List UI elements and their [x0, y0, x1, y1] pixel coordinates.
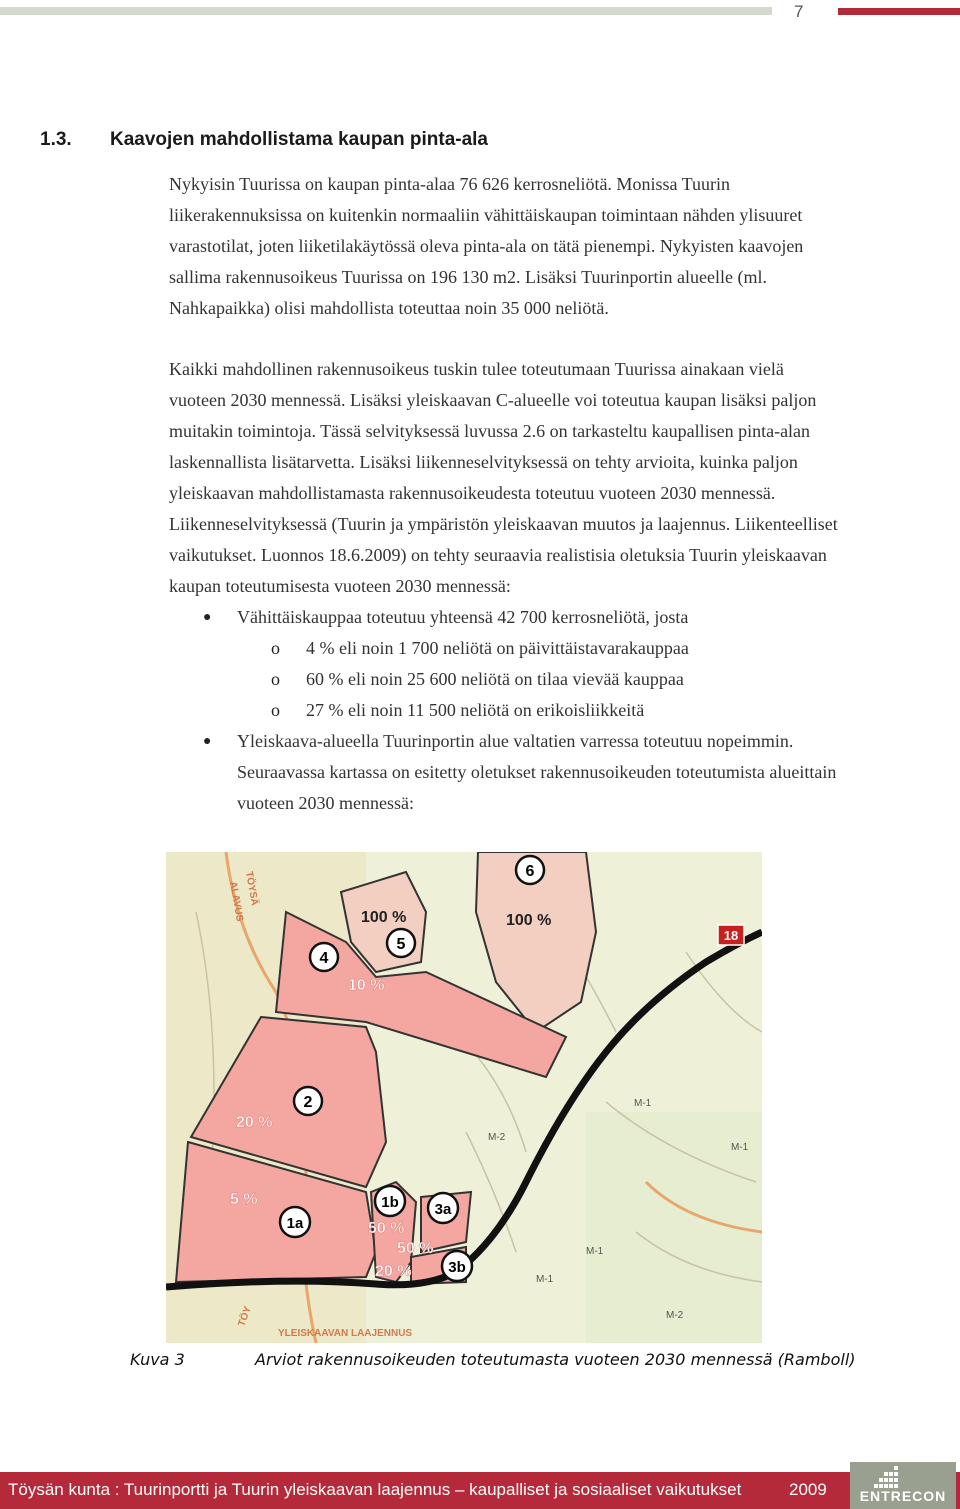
paragraph-2 [169, 354, 949, 602]
zone-label: M-1 [634, 1098, 652, 1109]
area-label: 6 [525, 863, 535, 880]
text-line: muitakin toimintoja. Tässä selvityksessä luvussa 2.6 on tarkasteltu kaupallisen pinta-alan [169, 421, 811, 441]
sub-bullet-icon: o [271, 638, 280, 658]
area-percent: 20 % [375, 1263, 412, 1280]
header-bar [0, 7, 772, 15]
area-label: 1a [286, 1215, 304, 1232]
text-line: varastotilat, joten liiketilakäytössä oleva pinta-ala on tätä pienempi. Nykyisten kaavojen [169, 236, 804, 256]
text-line: Nykyisin Tuurissa on kaupan pinta-alaa 76 626 kerrosneliötä. Monissa Tuurin [169, 174, 730, 194]
sub-bullet-text: 60 % eli noin 25 600 neliötä on tilaa vievää kauppaa [306, 669, 684, 689]
zone-label: M-1 [731, 1142, 749, 1153]
bullet-2-line: vuoteen 2030 mennessä: [237, 793, 414, 813]
plan-label: YLEISKAAVAN LAAJENNUS [278, 1328, 413, 1339]
area-label: 5 [396, 936, 406, 953]
area-label: 1b [381, 1194, 399, 1211]
area-percent: 100 % [361, 909, 407, 926]
map-figure [166, 852, 762, 1343]
road-label: TÖY [236, 1304, 254, 1329]
area-label: 3b [448, 1259, 466, 1276]
text-line: Liikenneselvityksessä (Tuurin ja ympäristön yleiskaavan muutos ja laajennus. Liikenteelliset [169, 514, 838, 534]
area-label: 3a [434, 1201, 452, 1218]
zone-label: M-2 [666, 1310, 684, 1321]
bullet-1-text: Vähittäiskauppaa toteutuu yhteensä 42 700 kerrosneliötä, josta [237, 607, 689, 627]
footer-year: 2009 [789, 1480, 827, 1499]
area-percent: 50 % [368, 1220, 405, 1237]
text-line: yleiskaavan mahdollistamasta rakennusoikeudesta toteutuu vuoteen 2030 mennessä. [169, 483, 776, 503]
text-line: sallima rakennusoikeus Tuurissa on 196 130 m2. Lisäksi Tuurinportin alueelle (ml. [169, 267, 767, 287]
bullet-icon: ● [203, 610, 212, 625]
section-number: 1.3. [40, 129, 72, 150]
logo-grid-icon [874, 1466, 904, 1490]
paragraph-1 [169, 169, 949, 324]
bullet-2-line: Seuraavassa kartassa on esitetty oletukset rakennusoikeuden toteutumista alueittain [237, 762, 837, 782]
sub-bullet-icon: o [271, 669, 280, 689]
footer-text: Töysän kunta : Tuurinportti ja Tuurin yleiskaavan laajennus – kaupalliset ja sosiaaliset vaikutukset [8, 1480, 742, 1499]
sub-bullet-icon: o [271, 700, 280, 720]
zone-label: M-1 [536, 1274, 554, 1285]
area-percent: 5 % [230, 1191, 258, 1208]
logo-text: ENTRECON [859, 1488, 947, 1504]
text-line: Nahkapaikka) olisi mahdollista toteuttaa noin 35 000 neliötä. [169, 298, 609, 318]
area-label: 2 [303, 1094, 313, 1111]
text-line: kaupan toteutumisesta vuoteen 2030 mennessä: [169, 576, 511, 596]
section-title: Kaavojen mahdollistama kaupan pinta-ala [110, 129, 488, 150]
road-label: ALAVUS [227, 880, 245, 923]
text-line: Kaikki mahdollinen rakennusoikeus tuskin tulee toteutumaan Tuurissa ainakaan vielä [169, 359, 784, 379]
road-number: 18 [723, 928, 739, 943]
bullet-2-line: Yleiskaava-alueella Tuurinportin alue valtatien varressa toteutuu nopeimmin. [237, 731, 794, 751]
footer-bar [0, 1472, 960, 1509]
area-percent: 50 % [397, 1240, 434, 1257]
page-number: 7 [794, 2, 804, 21]
area-percent: 20 % [236, 1114, 273, 1131]
area-label: 4 [319, 950, 329, 967]
text-line: laskennallista lisätarvetta. Lisäksi liikenneselvityksessä on tehty arvioita, kuinka paljon [169, 452, 798, 472]
sub-bullet-text: 4 % eli noin 1 700 neliötä on päivittäistavarakauppaa [306, 638, 689, 658]
area-percent: 100 % [506, 912, 552, 929]
caption-label: Kuva 3 [130, 1350, 185, 1369]
text-line: liikerakennuksissa on kuitenkin normaaliin vähittäiskaupan toimintaan nähden ylisuuret [169, 205, 803, 225]
zone-label: M-2 [488, 1132, 506, 1143]
text-line: vaikutukset. Luonnos 18.6.2009) on tehty seuraavia realistisia oletuksia Tuurin yleiskaavan [169, 545, 827, 565]
caption-text: Arviot rakennusoikeuden toteutumasta vuoteen 2030 mennessä (Ramboll) [255, 1350, 856, 1369]
text-line: vuoteen 2030 mennessä. Lisäksi yleiskaavan C-alueelle voi toteutua kaupan lisäksi paljon [169, 390, 817, 410]
road-label: TÖYSÄ [243, 870, 260, 907]
bullet-icon: ● [203, 734, 212, 749]
zone-label: M-1 [586, 1246, 604, 1257]
sub-bullet-text: 27 % eli noin 11 500 neliötä on erikoisliikkeitä [306, 700, 645, 720]
area-percent: 10 % [348, 977, 385, 994]
header-accent [838, 8, 960, 15]
entrecon-logo [850, 1462, 956, 1509]
